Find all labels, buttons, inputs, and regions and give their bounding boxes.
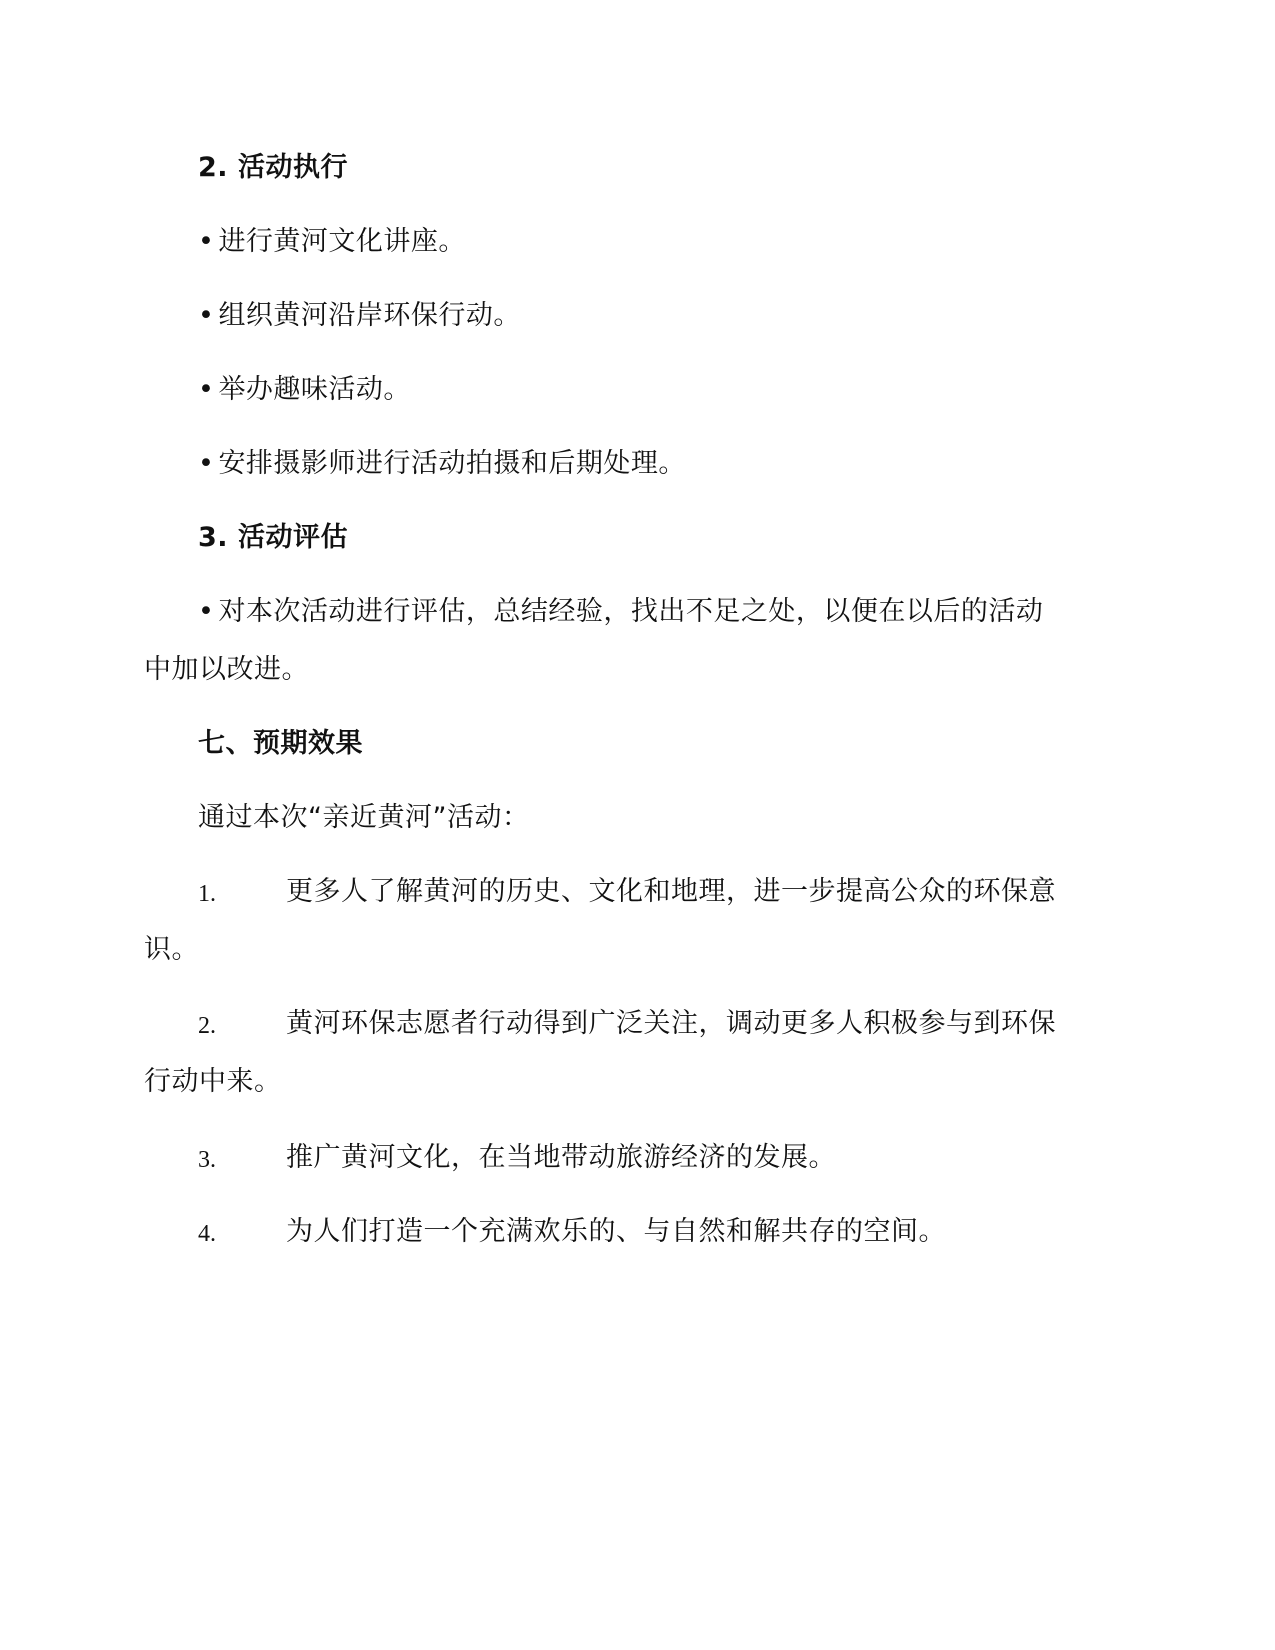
bullet-icon: •	[198, 300, 215, 331]
bullet-text: 安排摄影师进行活动拍摄和后期处理。	[218, 448, 686, 479]
section-heading-activity-execution: 2. 活动执行	[198, 152, 348, 183]
bullet-text: 对本次活动进行评估，总结经验，找出不足之处，以便在以后的活动	[218, 596, 1044, 627]
effects-intro: 通过本次“亲近黄河”活动：	[198, 802, 530, 833]
bullet-icon: •	[198, 448, 215, 479]
bullet-item	[198, 446, 686, 482]
list-item-text: 为人们打造一个充满欢乐的、与自然和解共存的空间。	[286, 1216, 946, 1247]
list-item-text: 推广黄河文化，在当地带动旅游经济的发展。	[286, 1142, 836, 1173]
bullet-text: 组织黄河沿岸环保行动。	[218, 300, 521, 331]
list-item-number: 2.	[198, 1013, 216, 1039]
list-item-number: 1.	[198, 881, 216, 907]
bullet-item	[198, 372, 411, 408]
bullet-text: 举办趣味活动。	[218, 374, 411, 405]
list-item-number: 3.	[198, 1147, 216, 1173]
list-item-number: 4.	[198, 1221, 216, 1247]
bullet-text: 进行黄河文化讲座。	[218, 226, 466, 257]
bullet-icon: •	[198, 374, 215, 405]
section-heading-expected-effects: 七、预期效果	[198, 728, 363, 759]
paragraph-continuation: 中加以改进。	[144, 654, 309, 685]
list-item-continuation: 行动中来。	[144, 1066, 282, 1097]
list-item-text: 黄河环保志愿者行动得到广泛关注，调动更多人积极参与到环保	[286, 1008, 1056, 1039]
list-item-continuation: 识。	[144, 934, 199, 965]
bullet-item	[198, 224, 466, 260]
bullet-item	[198, 594, 1043, 630]
bullet-icon: •	[198, 226, 215, 257]
list-item-text: 更多人了解黄河的历史、文化和地理，进一步提高公众的环保意	[286, 876, 1056, 907]
bullet-icon: •	[198, 596, 215, 627]
bullet-item	[198, 298, 521, 334]
section-heading-activity-evaluation: 3. 活动评估	[198, 522, 348, 553]
